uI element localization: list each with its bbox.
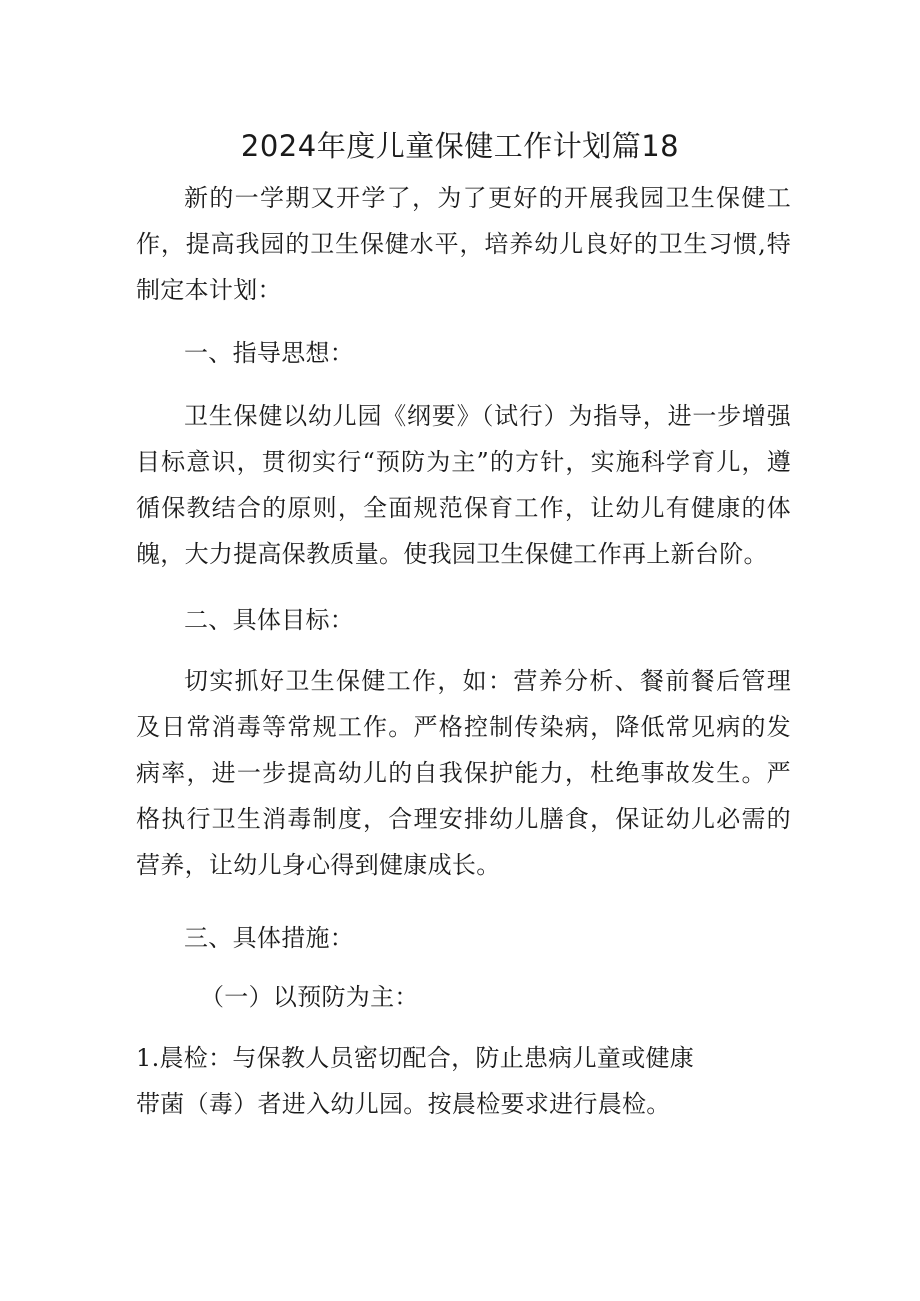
specific-goals-paragraph: 切实抓好卫生保健工作，如：营养分析、餐前餐后管理及日常消毒等常规工作。严格控制传染病，降低常见病的发病率，进一步提高幼儿的自我保护能力，杜绝事故发生。严格执行卫生消毒制度，合理安排幼儿膳食，保证幼儿必需的营养，让幼儿身心得到健康成长。 xyxy=(136,667,791,879)
document-title: 2024年度儿童保健工作计划篇18 xyxy=(240,129,680,163)
subsection-heading-prevention: （一）以预防为主： xyxy=(200,983,419,1011)
guiding-ideology-paragraph: 卫生保健以幼儿园《纲要》（试行）为指导，进一步增强目标意识，贯彻实行“预防为主”的方针，实施科学育儿，遵循保教结合的原则，全面规范保育工作，让幼儿有健康的体魄，大力提高保教质量。使我园卫生保健工作再上新台阶。 xyxy=(136,402,791,568)
section-heading-specific-goals: 二、具体目标： xyxy=(184,606,355,634)
list-item-line: 1.晨检：与保教人员密切配合，防止患病儿童或健康 xyxy=(136,1044,695,1072)
list-item-line: 带菌（毒）者进入幼儿园。按晨检要求进行晨检。 xyxy=(136,1090,671,1118)
section-heading-specific-measures: 三、具体措施： xyxy=(184,924,355,952)
list-item-morning-check xyxy=(136,1035,791,1127)
section-heading-guiding-ideology: 一、指导思想： xyxy=(184,339,355,367)
intro-paragraph: 新的一学期又开学了，为了更好的开展我园卫生保健工作，提高我园的卫生保健水平，培养幼儿良好的卫生习惯,特制定本计划： xyxy=(136,184,791,304)
